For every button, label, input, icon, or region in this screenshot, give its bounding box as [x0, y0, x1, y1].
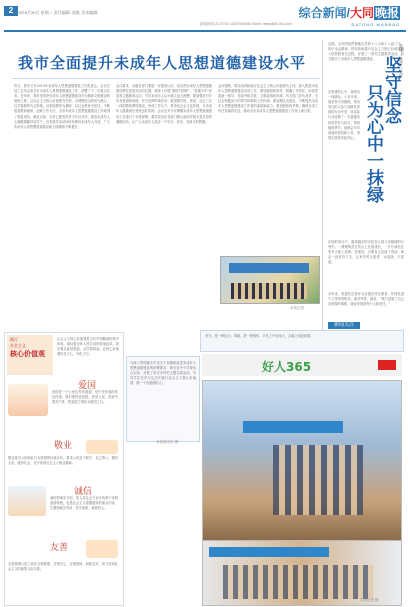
sidebar-body-3: 多年来，张建先后被评为市级优秀志愿者、环保先进个人等荣誉称号。面对荣誉，他说：“我只是做了自己应该做的事情，绿化家园是每个人的责任。” — [328, 292, 404, 307]
people-group-icon — [273, 445, 363, 515]
banner-line-3: 核心价值观 — [10, 349, 45, 358]
headline-rule — [12, 78, 320, 79]
value-title: 友善 — [50, 543, 69, 553]
ad-brand: 好人365 — [262, 360, 312, 374]
dedication-illustration — [86, 440, 118, 454]
values-intro: 社会主义核心价值观是当代中国精神的集中体现，凝结着全体人民共同的价值追求。我们要从娃娃抓起，从学校抓起，让核心价值观内化于心、外化于行。 — [57, 337, 119, 357]
news-focus-text: 坚守，是一种信念；奉献，是一种情怀。平凡之中见伟大，点滴之间显真情。 — [205, 334, 314, 338]
banner-line-2: 社会主义 — [10, 343, 26, 348]
patriotism-illustration — [8, 384, 48, 416]
banner-line-1: 践行 — [10, 337, 18, 342]
brand-city: 大同 — [349, 6, 374, 20]
integrity-illustration — [8, 486, 46, 516]
value-title: 爱国 — [78, 381, 97, 391]
main-body-right: 会议强调，要以培育和践行社会主义核心价值观为主线，深入推进未成年人思想道德建设各项工作。要加强组织领导，明确工作责任，形成党委统一领导、党政齐抓共管、文明委组织协调、有关部门各负其责、全社会积极参与的领导体制和工作机制；要加强队伍建设，不断提高未成年人思想道德建设工作者的素质和能力；要加强督查考核，确保各项工作任务落到实处，推动全市未成年人思想道德建设工作再上新台阶。 — [218, 84, 318, 114]
value-text: 诚信即诚实守信，是人类社会千百年传承下来的道德传统，也是社会主义道德建设的重点内容，它强调诚实劳动、信守承诺、诚恳待人。 — [50, 496, 118, 511]
sidebar-intro: 近期，全市围绕贯彻落实党的十八大和十八届三中、四中全会精神，把培育和践行社会主义核心价值观融入国民教育全过程，开展了一系列主题教育活动，有力推动了未成年人思想道德建设。 — [328, 42, 404, 62]
value-item-friendliness — [6, 540, 120, 602]
reporter-credit: 本报记者 — [290, 306, 304, 310]
header-rule — [4, 30, 406, 32]
sidebar-title-2: 只为心中一抹绿 — [363, 84, 383, 203]
value-item-dedication — [6, 438, 120, 478]
values-banner — [7, 335, 53, 375]
photo-people-icon — [231, 283, 307, 299]
news-focus-box — [200, 330, 404, 352]
value-item-patriotism — [6, 378, 120, 426]
storefront-sign-icon — [243, 421, 343, 433]
value-text: 友善强调公民之间应互相尊重、互相关心、互相帮助，和睦友好，努力形成社会主义的新型人际关系。 — [8, 562, 118, 572]
ad-strip — [202, 354, 402, 376]
main-photo — [220, 256, 320, 304]
main-headline: 我市全面提升未成年人思想道德建设水平 — [18, 54, 307, 72]
sidebar-byline: 张建/张奇/张宇 — [399, 44, 404, 78]
bottom-photo-large — [202, 380, 402, 542]
brand-section: 综合新闻/ — [298, 6, 350, 20]
bottom-mid-box — [126, 356, 200, 442]
header-date-info: 2015年6月30日 星期二 责任编辑: 邵维 美术编辑: — [12, 10, 99, 15]
crowd-icon — [223, 565, 373, 599]
brand-en: DATONG WANBAO — [351, 22, 400, 27]
storefront-banner-icon — [209, 547, 329, 557]
sidebar-title-1: 坚守信念 — [381, 56, 401, 124]
ad-flag-icon — [378, 360, 396, 370]
photo-banner-icon — [229, 263, 309, 273]
header-contact: 新闻热线:2127743 13007090066 Email: news@dt.163.com — [200, 22, 292, 26]
brand-title — [299, 4, 400, 21]
friendliness-illustration — [86, 540, 118, 558]
photo-credit: 本报记者 摄 — [360, 598, 379, 602]
bottom-photo-small — [202, 540, 402, 606]
bottom-mid-text: 为深入贯彻落实中央关于加强和改进未成年人思想道德建设的部署要求，我市各中小学校结合实际，开展了形式多样的主题实践活动，引导学生在学习生活中践行社会主义核心价值观，做一个有道德的人。 — [130, 361, 196, 386]
value-item-integrity — [6, 482, 120, 530]
sidebar-body-1: 在张建的心中，始终有一抹绿色。十多年来，他坚持义务植树，带动身边的人参与到绿化家园的行动中来，用实际行动诠释了一名普通市民的责任与担当。每到植树季节，他都会早早准备好树苗和工具，带领志愿者奔赴荒山。 — [328, 90, 360, 140]
main-body-left: 昨日，我市召开2015年未成年人思想道德建设工作推进会。会议总结了去年以来全市未成年人思想道德建设工作，部署了下一步重点任务。近年来，我市坚持把未成年人思想道德建设作为精神文明建设的基础工程，以社会主义核心价值观为引领，以理想信念教育为核心，以学校教育为主阵地，以家庭教育为基础，以社会教育为依托，不断拓展教育载体，创新工作方法，全市未成年人思想道德建设工作取得了明显成效。截至目前，全市已建成乡村少年宫多所，建成未成年人心理健康辅导站多个，各类校外活动场所免费向未成年人开放，广大未成年人的思想道德素质和文明素养不断提升。 — [14, 84, 110, 129]
value-text: 爱国是一个公民应有的道德，是中华民族的优良传统。我们要热爱祖国，热爱人民，热爱中国共产党，把爱国之情化为报国之行。 — [52, 390, 118, 405]
value-title: 诚信 — [74, 487, 93, 497]
brand-paper: 晚报 — [374, 6, 399, 20]
sidebar-body-2: 在他的带动下，越来越多的市民加入到义务植树的行列中。一棵棵树苗在荒山上扎根成长，一片片绿色在家乡大地上延伸。张建说，只要自己还能干得动，就会一直坚持下去，让家乡的山更青、水更绿、天更蓝。 — [328, 240, 404, 265]
page-number: 2 — [4, 6, 18, 16]
value-title: 敬业 — [54, 441, 73, 451]
news-focus-label: 新闻关注 — [328, 322, 360, 329]
sidebar-divider — [322, 40, 323, 330]
bottom-mid-credit: 本报通讯员 摄 — [156, 440, 178, 444]
main-body-mid: 会议要求，各级各部门要进一步提高认识，切实把未成年人思想道德建设摆在更加突出的位置。要深入开展“我的中国梦”、“美德少年”评选等主题教育活动，引导未成年人从小树立远大理想；要加强乡村少年宫建设和管理，充分发挥阵地作用；要加强学校、家庭、社会三位一体的教育网络建设，形成工作合力；要净化社会文化环境，为未成年人健康成长营造良好氛围。会议还对今年暑期未成年人思想道德建设工作进行了安排部署，要求各县区各部门精心组织开展丰富多彩的暑期活动，让广大未成年人度过一个安全、快乐、有意义的假期。 — [116, 84, 212, 124]
value-text: 敬业是对公民职业行为准则的价值评价，要求公民忠于职守，克己奉公，服务人民，服务社会，充分体现社会主义职业精神。 — [8, 456, 118, 466]
